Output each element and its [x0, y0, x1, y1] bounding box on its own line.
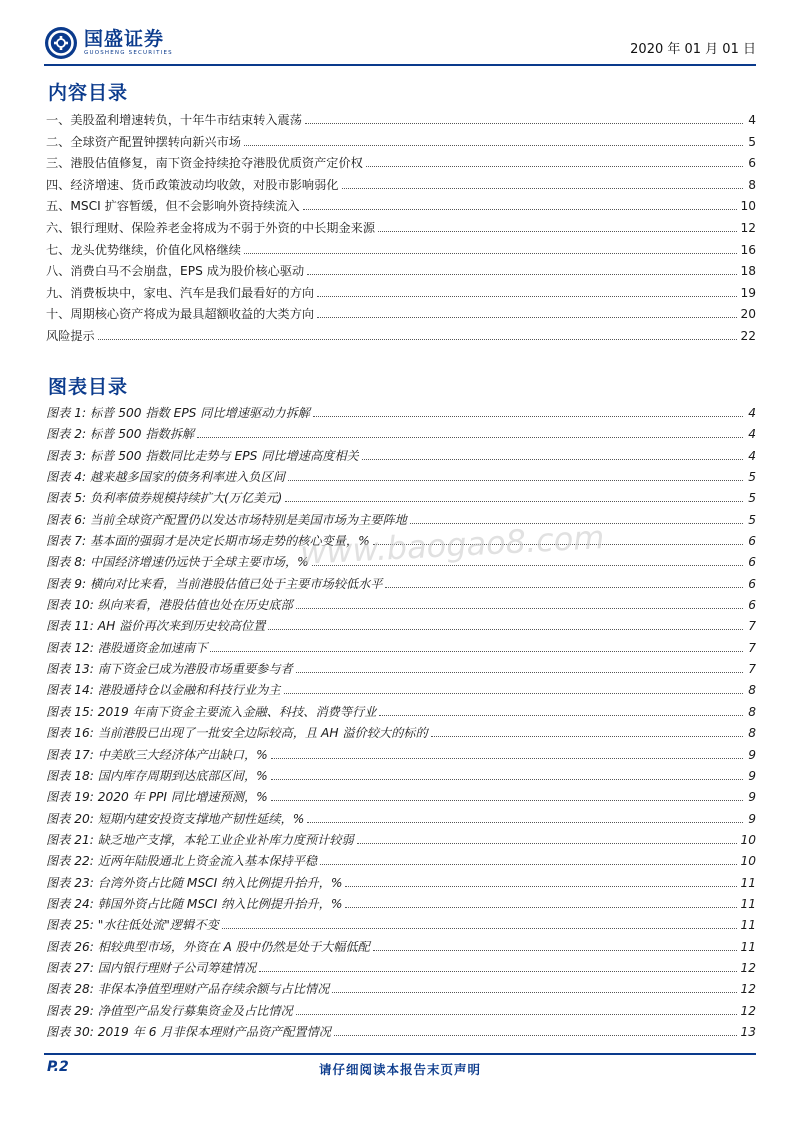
figure-entry-page: 9 — [748, 790, 756, 805]
figures-list — [46, 404, 756, 1044]
figure-entry-page: 4 — [748, 406, 756, 420]
toc-entry-label: 七、龙头优势继续，价值化风格继续 — [46, 242, 241, 257]
figure-entry[interactable] — [46, 767, 756, 788]
figure-entry[interactable] — [46, 980, 756, 1001]
dot-leader — [342, 179, 744, 189]
dot-leader — [320, 855, 737, 865]
figure-entry[interactable] — [46, 703, 756, 724]
footer-divider — [44, 1053, 756, 1055]
dot-leader — [307, 265, 737, 275]
toc-entry-label: 一、美股盈利增速转负，十年牛市结束转入震荡 — [46, 113, 302, 127]
figure-entry[interactable] — [46, 617, 756, 638]
figure-entry-page: 11 — [740, 918, 756, 933]
figure-entry-page: 8 — [748, 726, 756, 741]
dot-leader — [305, 114, 743, 124]
figure-entry[interactable] — [46, 916, 756, 937]
toc-entry-page: 8 — [748, 177, 756, 192]
toc-entry[interactable] — [46, 284, 756, 306]
figure-entry[interactable] — [46, 724, 756, 745]
figure-entry-page: 12 — [740, 960, 756, 975]
figure-entry-page: 9 — [748, 811, 756, 826]
dot-leader — [345, 877, 737, 887]
figure-entry[interactable] — [46, 831, 756, 852]
toc-entry[interactable] — [46, 241, 756, 263]
figure-entry-label: 图表 20: 短期内建安投资支撑地产韧性延续，% — [46, 811, 305, 826]
figure-entry-label: 图表 3: 标普 500 指数同比走势与 EPS 同比增速高度相关 — [46, 448, 359, 463]
dot-leader — [197, 428, 743, 438]
dot-leader — [285, 492, 743, 502]
figure-entry-label: 图表 5: 负利率债券规模持续扩大(万亿美元) — [46, 491, 283, 506]
toc-entry-label: 九、消费板块中，家电、汽车是我们最看好的方向 — [46, 285, 315, 300]
figure-entry-label: 图表 21: 缺乏地产支撑，本轮工业企业补库力度预计较弱 — [46, 832, 354, 847]
figure-entry-label: 图表 4: 越来越多国家的债务利率进入负区间 — [46, 470, 285, 485]
page-number: P.2 — [47, 1059, 69, 1075]
figure-entry-page: 13 — [740, 1024, 756, 1039]
dot-leader — [431, 727, 743, 737]
figure-entry[interactable] — [46, 852, 756, 873]
dot-leader — [271, 749, 743, 759]
toc-entry-label: 四、经济增速、货币政策波动均收敛，对股市影响弱化 — [46, 177, 339, 192]
dot-leader — [303, 200, 738, 210]
figure-entry-page: 12 — [740, 1003, 756, 1018]
figure-entry[interactable] — [46, 596, 756, 617]
toc-entry[interactable] — [46, 154, 756, 176]
dot-leader — [334, 1026, 738, 1036]
figure-entry-label: 图表 1: 标普 500 指数 EPS 同比增速驱动力拆解 — [46, 406, 310, 420]
toc-entry-label: 五、MSCI 扩容暂缓，但不会影响外资持续流入 — [46, 199, 300, 214]
figure-entry-page: 7 — [748, 640, 756, 655]
figure-entry-label: 图表 25: "水往低处流"逻辑不变 — [46, 918, 219, 933]
figure-entry-page: 10 — [740, 832, 756, 847]
toc-entry[interactable] — [46, 305, 756, 327]
dot-leader — [244, 244, 737, 254]
toc-entry-page: 4 — [748, 113, 756, 127]
figure-entry-page: 6 — [748, 555, 756, 570]
toc-entry[interactable] — [46, 262, 756, 284]
figure-entry-page: 4 — [748, 427, 756, 442]
figure-entry-page: 8 — [748, 704, 756, 719]
guosheng-logo-icon — [44, 26, 78, 60]
figure-entry-page: 7 — [748, 619, 756, 634]
dot-leader — [271, 791, 743, 801]
figure-entry[interactable] — [46, 681, 756, 702]
figure-entry[interactable] — [46, 447, 756, 468]
figure-entry-page: 12 — [740, 982, 756, 997]
toc-entry-label: 八、消费白马不会崩盘，EPS 成为股价核心驱动 — [46, 264, 305, 279]
figure-entry-label: 图表 14: 港股通持仓以金融和科技行业为主 — [46, 683, 281, 698]
figure-entry-page: 11 — [740, 939, 756, 954]
dot-leader — [296, 663, 743, 673]
figure-entry-label: 图表 15: 2019 年南下资金主要流入金融、科技、消费等行业 — [46, 704, 377, 719]
figure-entry-label: 图表 12: 港股通资金加速南下 — [46, 640, 208, 655]
figure-entry-label: 图表 29: 净值型产品发行募集资金及占比情况 — [46, 1003, 293, 1018]
toc-entry-page: 18 — [740, 264, 756, 279]
dot-leader — [385, 578, 743, 588]
figure-entry-page: 4 — [748, 448, 756, 463]
dot-leader — [366, 157, 743, 167]
report-date: 2020 年 01 月 01 日 — [630, 42, 756, 57]
figure-entry-label: 图表 13: 南下资金已成为港股市场重要参与者 — [46, 662, 293, 677]
page-header — [44, 22, 756, 62]
figure-entry-label: 图表 26: 相较典型市场，外资在 A 股中仍然是处于大幅低配 — [46, 939, 370, 954]
dot-leader — [307, 813, 743, 823]
figure-entry-label: 图表 17: 中美欧三大经济体产出缺口，% — [46, 747, 268, 762]
figure-entry[interactable] — [46, 788, 756, 809]
figure-entry[interactable] — [46, 660, 756, 681]
toc-entry[interactable] — [46, 197, 756, 219]
figure-entry-label: 图表 9: 横向对比来看，当前港股估值已处于主要市场较低水平 — [46, 576, 383, 591]
dot-leader — [379, 706, 743, 716]
dot-leader — [284, 684, 743, 694]
dot-leader — [332, 983, 737, 993]
dot-leader — [378, 222, 737, 232]
figure-entry-page: 5 — [748, 491, 756, 506]
figure-entry-label: 图表 11: AH 溢价再次来到历史较高位置 — [46, 619, 266, 634]
toc-entry-page: 10 — [740, 199, 756, 214]
dot-leader — [259, 962, 737, 972]
figure-entry-label: 图表 6: 当前全球资产配置仍以发达市场特别是美国市场为主要阵地 — [46, 512, 407, 527]
figure-entry-page: 7 — [748, 662, 756, 677]
dot-leader — [271, 770, 743, 780]
toc-entry-page: 5 — [748, 134, 756, 149]
figures-title: 图表目录 — [48, 376, 129, 398]
toc-entry[interactable] — [46, 111, 756, 133]
toc-entry-page: 20 — [740, 307, 756, 322]
figure-entry-label: 图表 7: 基本面的强弱才是决定长期市场走势的核心变量，% — [46, 534, 370, 549]
figure-entry-label: 图表 18: 国内库存周期到达底部区间，% — [46, 768, 268, 783]
toc-entry-page: 12 — [740, 220, 756, 235]
figure-entry[interactable] — [46, 895, 756, 916]
toc-entry[interactable] — [46, 133, 756, 155]
figure-entry-page: 8 — [748, 683, 756, 698]
figure-entry-page: 6 — [748, 576, 756, 591]
figure-entry-label: 图表 8: 中国经济增速仍远快于全球主要市场，% — [46, 555, 309, 570]
figure-entry-label: 图表 30: 2019 年 6 月非保本理财产品资产配置情况 — [46, 1024, 331, 1039]
figure-entry-page: 9 — [748, 747, 756, 762]
figure-entry[interactable] — [46, 575, 756, 596]
figure-entry-page: 6 — [748, 534, 756, 549]
figure-entry[interactable] — [46, 404, 756, 425]
figure-entry-label: 图表 16: 当前港股已出现了一批安全边际较高，且 AH 溢价较大的标的 — [46, 726, 428, 741]
toc-entry-page: 6 — [748, 156, 756, 171]
dot-leader — [317, 287, 737, 297]
toc-entry-page: 16 — [740, 242, 756, 257]
figure-entry-label: 图表 23: 台湾外资占比随 MSCI 纳入比例提升抬升，% — [46, 875, 343, 890]
dot-leader — [288, 471, 743, 481]
dot-leader — [313, 407, 743, 417]
figure-entry[interactable] — [46, 959, 756, 980]
dot-leader — [317, 308, 737, 318]
figure-entry-page: 5 — [748, 470, 756, 485]
figure-entry-page: 5 — [748, 512, 756, 527]
figure-entry[interactable] — [46, 810, 756, 831]
figure-entry-label: 图表 22: 近两年陆股通北上资金流入基本保持平稳 — [46, 854, 318, 869]
figure-entry[interactable] — [46, 425, 756, 446]
toc-entry[interactable] — [46, 176, 756, 198]
figure-entry-page: 10 — [740, 854, 756, 869]
figure-entry[interactable] — [46, 938, 756, 959]
figure-entry-page: 6 — [748, 598, 756, 613]
figure-entry-page: 11 — [740, 896, 756, 911]
dot-leader — [210, 642, 743, 652]
dot-leader — [296, 599, 743, 609]
dot-leader — [357, 834, 738, 844]
figure-entry-label: 图表 19: 2020 年 PPI 同比增速预测，% — [46, 790, 268, 805]
dot-leader — [345, 898, 737, 908]
figure-entry-label: 图表 2: 标普 500 指数拆解 — [46, 427, 195, 442]
toc-title: 内容目录 — [48, 82, 129, 104]
toc-entry-label: 风险提示 — [46, 328, 95, 343]
toc-entry-label: 六、银行理财、保险养老金将成为不弱于外资的中长期金来源 — [46, 220, 376, 235]
figure-entry[interactable] — [46, 874, 756, 895]
toc-entry-label: 三、港股估值修复，南下资金持续抢夺港股优质资产定价权 — [46, 156, 363, 171]
toc-entry-label: 十、周期核心资产将成为最具超额收益的大类方向 — [46, 307, 315, 322]
figure-entry-label: 图表 10: 纵向来看，港股估值也处在历史底部 — [46, 598, 293, 613]
footer-disclaimer: 请仔细阅读本报告末页声明 — [318, 1062, 481, 1077]
logo-name-en: GUOSHENG SECURITIES — [84, 50, 173, 56]
dot-leader — [244, 136, 743, 146]
toc-entry-page: 22 — [740, 328, 756, 343]
dot-leader — [268, 620, 743, 630]
figure-entry[interactable] — [46, 489, 756, 510]
figure-entry-label: 图表 24: 韩国外资占比随 MSCI 纳入比例提升抬升，% — [46, 896, 343, 911]
header-divider — [44, 64, 756, 66]
dot-leader — [296, 1005, 738, 1015]
toc-entry-label: 二、全球资产配置钟摆转向新兴市场 — [46, 134, 241, 149]
watermark: www.baogao8.com — [299, 518, 606, 572]
dot-leader — [362, 450, 743, 460]
dot-leader — [222, 919, 738, 929]
toc-entry[interactable] — [46, 327, 756, 349]
toc-list — [46, 111, 756, 349]
figure-entry-label: 图表 27: 国内银行理财子公司筹建情况 — [46, 960, 257, 975]
figure-entry[interactable] — [46, 468, 756, 489]
toc-entry-page: 19 — [740, 285, 756, 300]
logo-name-cn: 国盛证券 — [84, 28, 165, 50]
figure-entry-page: 9 — [748, 768, 756, 783]
figure-entry-page: 11 — [740, 875, 756, 890]
figure-entry[interactable] — [46, 1023, 756, 1044]
figure-entry[interactable] — [46, 1002, 756, 1023]
dot-leader — [98, 330, 738, 340]
figure-entry-label: 图表 28: 非保本净值型理财产品存续余额与占比情况 — [46, 982, 330, 997]
figure-entry[interactable] — [46, 639, 756, 660]
dot-leader — [373, 941, 738, 951]
brand-logo — [44, 26, 173, 60]
figure-entry[interactable] — [46, 746, 756, 767]
toc-entry[interactable] — [46, 219, 756, 241]
